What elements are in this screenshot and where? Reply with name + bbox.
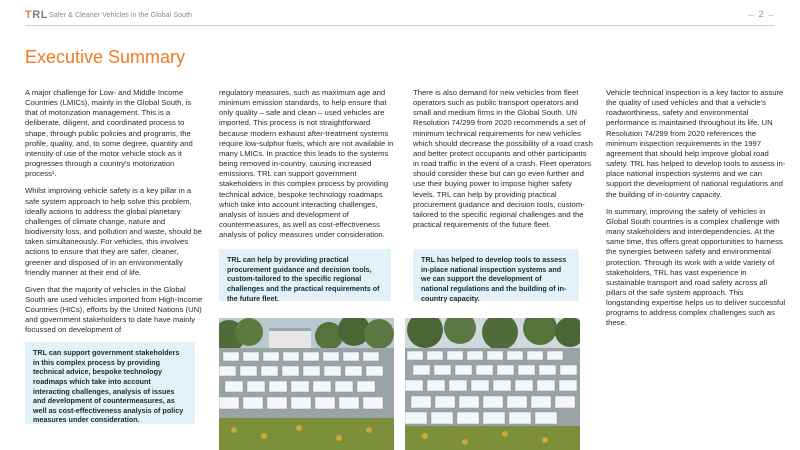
callout-box: TRL can help by providing practical procurement guidance and decision tools, custom-tailored to the specific regional challenges and the practical requirements of the future fleet. bbox=[219, 249, 391, 301]
paragraph: A major challenge for Low- and Middle Income Countries (LMICs), mainly in the Global South, is that of motorization management. This is a deliberate, diligent, and coordinated process to shape, through public policies and programs, the profile, quality, and, to some degree, quantity and intensity of use of the motor vehicle stock as it progresses through a country's motorization process¹. bbox=[25, 88, 193, 179]
text-column-3 bbox=[413, 88, 593, 237]
trl-logo: TRL bbox=[25, 9, 48, 21]
previous-page-arrow-icon[interactable]: ← bbox=[746, 9, 756, 19]
callout-box: TRL can support government stakeholders in this complex process by providing technical advice, bespoke technology roadmaps which take into account interacting challenges, analysis of issues and development of countermeasures, as well as cost-effectiveness analysis of policy measures under consideration. bbox=[25, 342, 195, 424]
paragraph: Given that the majority of vehicles in the Global South are used vehicles imported from High-Income Countries (HICs), efforts by the United Nations (UN) and government stakeholders to date have mainly focussed on development of bbox=[25, 284, 203, 335]
page-navigation bbox=[747, 9, 775, 19]
page-header bbox=[25, 9, 775, 25]
next-page-arrow-icon[interactable]: → bbox=[766, 9, 775, 19]
text-column-2 bbox=[219, 88, 399, 247]
paragraph: There is also demand for new vehicles from fleet operators such as public transport operators and small and medium firms in the Global South. UN Resolution 74/299 from 2020 recommends a set of minimum technical requirements for new vehicles which should decrease the possibility of a road crash and better protect occupants and other participants in road traffic in the event of a crash. Fleet operators should consider these but can go even further and use their buying power to impose higher safety levels. TRL can help by providing practical procurement guidance and decision tools, custom-tailored to the specific regional challenges and the practical requirements of the future fleet. bbox=[413, 88, 593, 230]
header-divider bbox=[25, 25, 775, 26]
paragraph: In summary, improving the safety of vehicles in Global South countries is a complex challenge with many stakeholders and interdependencies. At the same time, this offers great opportunities to harness the synergies between safety and environmental protection. Through its work with a wide variety of stakeholders, TRL has vast experience in sustainable transport and road safety across all pillars of the safe system approach. This longstanding expertise helps us to deliver successful programs to address complex challenges such as these. bbox=[606, 206, 786, 328]
vehicle-fleet-photo bbox=[219, 318, 394, 450]
callout-box: TRL has helped to develop tools to assess in-place national inspection systems and we can support the development of national regulations and the building of in-country capacity. bbox=[413, 249, 579, 301]
paragraph: Vehicle technical inspection is a key factor to assure the quality of used vehicles and that a vehicle's roadworthiness, safety and environmental performance is maintained throughout its life. UN Resolution 74/299 from 2020 references the minimum inspection requirements in the 1997 agreement that should help improve global road safety. TRL has helped to develop tools to assess in-place national inspection systems and we can support the development of national regulations and the building of in-country capacity. bbox=[606, 88, 786, 199]
vehicle-fleet-photo bbox=[405, 318, 580, 450]
page-number: 2 bbox=[758, 9, 764, 19]
text-column-4 bbox=[606, 88, 786, 336]
document-title: Safer & Cleaner Vehicles in the Global South bbox=[49, 10, 193, 19]
paragraph: Whilst improving vehicle safety is a key pillar in a safe system approach to help solve this problem, ideally actions to address the global planetary challenges of climate change, nature and biodiversity loss, and pollution and waste, should be taken simultaneously. For vehicles, this involves actions to ensure that they are safer, cleaner, greener and disposed of in an environmentally friendly manner at their end of life. bbox=[25, 186, 202, 277]
paragraph: regulatory measures, such as maximum age and minimum emission standards, to help ensure that only quality – safe and clean – used vehicles are imported. This process is not straightforward because modern exhaust after-treatment systems require low-sulphur fuels, which are not available in many LMICs. In practice this leads to the systems being removed in-country, causing increased emissions. TRL can support government stakeholders in this complex process by providing technical advice, bespoke technology roadmaps which take into account interacting challenges, analysis of issues and development of countermeasures, as well as cost-effectiveness analysis of policy measures under consideration. bbox=[219, 88, 394, 240]
text-column-1 bbox=[25, 88, 205, 343]
page-title: Executive Summary bbox=[25, 47, 186, 67]
